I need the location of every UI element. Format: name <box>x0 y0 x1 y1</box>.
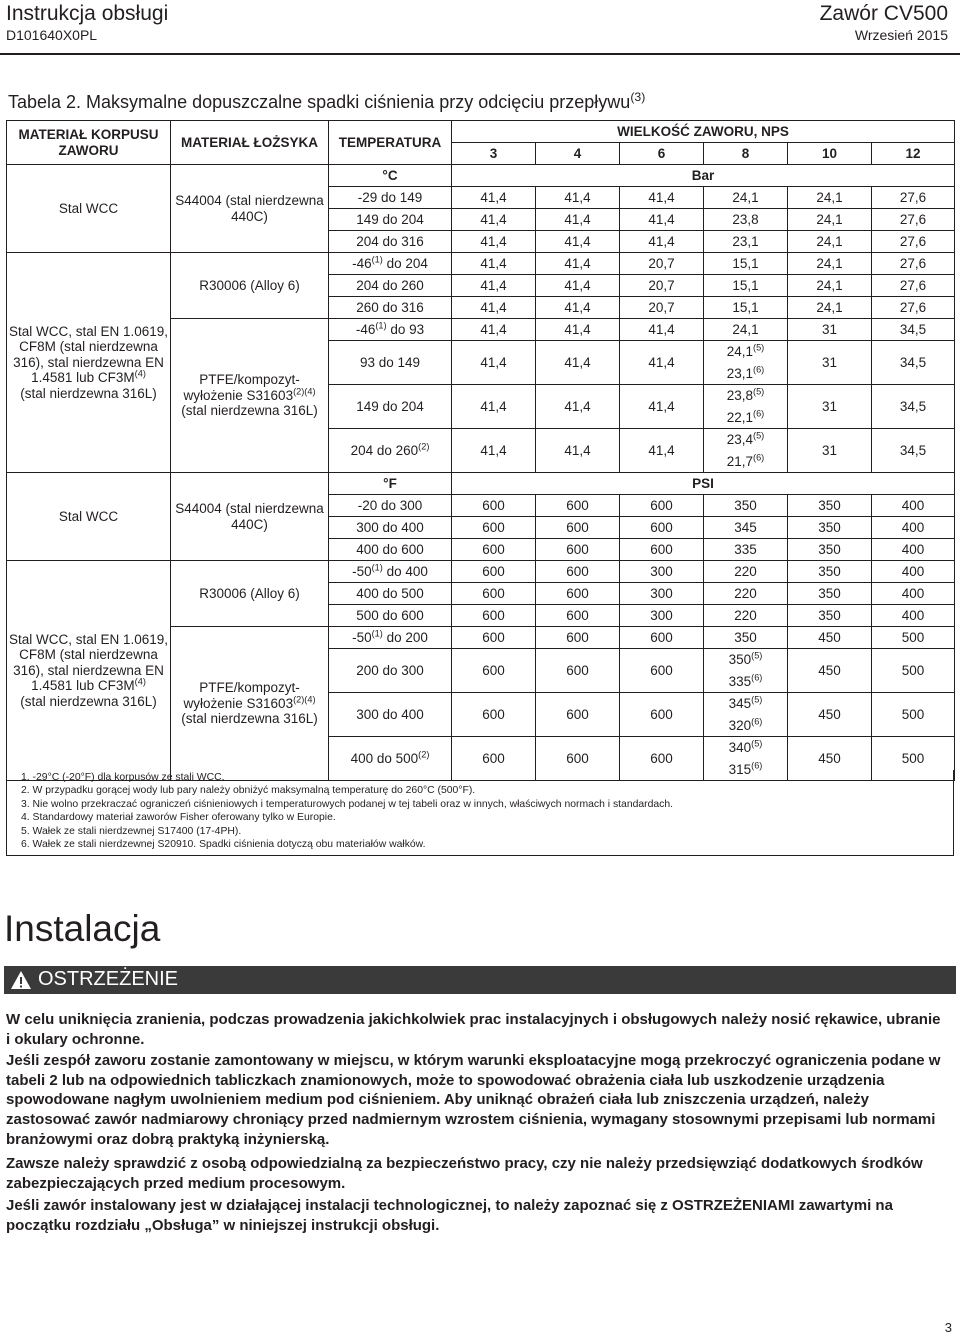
header-body-material: MATERIAŁ KORPUSU ZAWORU <box>7 121 171 165</box>
pressure-value: 41,4 <box>452 297 536 319</box>
pressure-value: 500 <box>872 693 955 737</box>
temperature-range: 300 do 400 <box>329 693 452 737</box>
temperature-range: 204 do 316 <box>329 231 452 253</box>
footnote: 6. Wałek ze stali nierdzewnej S20910. Spadki ciśnienia dotyczą obu materiałów wałków. <box>21 839 426 850</box>
pressure-value: 27,6 <box>872 209 955 231</box>
pressure-value: 400 <box>872 539 955 561</box>
pressure-value: 600 <box>536 517 620 539</box>
warning-paragraph: Zawsze należy sprawdzić z osobą odpowiedzialną za bezpieczeństwo pracy, czy nie należy przedsięwziąć dodatkowych środków zabezpieczających przed medium procesowym. <box>6 1155 923 1192</box>
body-material: Stal WCC, stal EN 1.0619, CF8M (stal nierdzewna 316), stal nierdzewna EN 1.4581 lub $CF3M^{(4)}$ (stal nierdzewna 316L) <box>7 253 171 473</box>
header-size-4: 4 <box>536 143 620 165</box>
pressure-value: 320$^{(6)}$ <box>704 715 788 737</box>
footnote: 2. W przypadku gorącej wody lub pary należy obniżyć maksymalną temperaturę do 260°C (500°F). <box>21 785 476 796</box>
pressure-value: 41,4 <box>536 297 620 319</box>
pressure-value: 450 <box>788 649 872 693</box>
temperature-range: -46$^{(1)}$ do 204 <box>329 253 452 275</box>
pressure-value: 315$^{(6)}$ <box>704 759 788 781</box>
body-material: Stal WCC, stal EN 1.0619, CF8M (stal nierdzewna 316), stal nierdzewna EN 1.4581 lub $CF3M^{(4)}$ (stal nierdzewna 316L) <box>7 561 171 781</box>
temperature-range: 400 do 500 <box>329 583 452 605</box>
pressure-value: 34,5 <box>872 319 955 341</box>
pressure-value: 350 <box>788 583 872 605</box>
pressure-value: 21,7$^{(6)}$ <box>704 451 788 473</box>
pressure-value: 41,4 <box>536 429 620 473</box>
pressure-value: 600 <box>536 627 620 649</box>
temperature-range: 204 do 260$^{(2)}$ <box>329 429 452 473</box>
pressure-value: 600 <box>536 539 620 561</box>
pressure-value: 300 <box>620 583 704 605</box>
temperature-range: 204 do 260 <box>329 275 452 297</box>
pressure-value: 400 <box>872 583 955 605</box>
pressure-value: 600 <box>452 649 536 693</box>
pressure-value: 41,4 <box>536 275 620 297</box>
pressure-value: 27,6 <box>872 275 955 297</box>
pressure-value: 20,7 <box>620 275 704 297</box>
footnote: 3. Nie wolno przekraczać ograniczeń ciśnieniowych i temperaturowych podanej w tej tabeli oraz w innych, właściwych normach i standardach. <box>21 798 674 810</box>
unit-pressure: PSI <box>452 473 955 495</box>
pressure-value: 350 <box>788 561 872 583</box>
temperature-range: -29 do 149 <box>329 187 452 209</box>
seat-material: S44004 (stal nierdzewna 440C) <box>171 473 329 561</box>
header-size-8: 8 <box>704 143 788 165</box>
temperature-range: 400 do 500$^{(2)}$ <box>329 737 452 781</box>
pressure-value: 600 <box>452 495 536 517</box>
header-temperature: TEMPERATURA <box>329 121 452 165</box>
pressure-value: 23,4$^{(5)}$ <box>704 429 788 451</box>
page-header <box>0 0 960 48</box>
warning-banner <box>4 966 956 994</box>
pressure-value: 41,4 <box>620 187 704 209</box>
footnote: 1. -29°C (-20°F) dla korpusów ze stali WCC. <box>21 772 225 783</box>
pressure-value: 41,4 <box>620 341 704 385</box>
body-material: Stal WCC <box>7 165 171 253</box>
header-size-12: 12 <box>872 143 955 165</box>
table-row <box>7 561 955 583</box>
pressure-value: 27,6 <box>872 253 955 275</box>
pressure-value: 220 <box>704 583 788 605</box>
temperature-range: 93 do 149 <box>329 341 452 385</box>
pressure-value: 23,8$^{(5)}$ <box>704 385 788 407</box>
footnote: 4. Standardowy materiał zaworów Fisher oferowany tylko w Europie. <box>21 812 336 823</box>
footnote: 5. Wałek ze stali nierdzewnej S17400 (17-4PH). <box>21 825 242 837</box>
unit-row <box>7 165 955 187</box>
pressure-value: 41,4 <box>620 429 704 473</box>
pressure-value: 600 <box>452 693 536 737</box>
pressure-value: 41,4 <box>620 209 704 231</box>
pressure-value: 600 <box>536 737 620 781</box>
seat-material: R30006 (Alloy 6) <box>171 253 329 319</box>
header-size-3: 3 <box>452 143 536 165</box>
pressure-value: 24,1 <box>704 319 788 341</box>
body-material: Stal WCC <box>7 473 171 561</box>
pressure-value: 34,5 <box>872 429 955 473</box>
temperature-range: 500 do 600 <box>329 605 452 627</box>
pressure-value: 15,1 <box>704 275 788 297</box>
header-seat-material: MATERIAŁ ŁOŻSYKA <box>171 121 329 165</box>
pressure-value: 31 <box>788 341 872 385</box>
pressure-value: 400 <box>872 605 955 627</box>
pressure-value: 300 <box>620 561 704 583</box>
pressure-value: 41,4 <box>536 385 620 429</box>
pressure-value: 41,4 <box>452 231 536 253</box>
pressure-value: 600 <box>620 737 704 781</box>
pressure-value: 24,1 <box>788 187 872 209</box>
temperature-range: -50$^{(1)}$ do 400 <box>329 561 452 583</box>
pressure-value: 24,1$^{(5)}$ <box>704 341 788 363</box>
seat-material: PTFE/kompozyt-wyłożenie $S31603^{(2)(4)}$ (stal nierdzewna 316L) <box>171 627 329 781</box>
product-title: Zawór CV500 <box>819 2 948 25</box>
pressure-value: 500 <box>872 737 955 781</box>
pressure-value: 350 <box>788 517 872 539</box>
pressure-value: 600 <box>620 649 704 693</box>
pressure-value: 300 <box>620 605 704 627</box>
pressure-value: 41,4 <box>452 209 536 231</box>
temperature-range: 149 do 204 <box>329 385 452 429</box>
pressure-value: 31 <box>788 319 872 341</box>
pressure-value: 41,4 <box>620 319 704 341</box>
pressure-value: 600 <box>452 583 536 605</box>
pressure-value: 220 <box>704 561 788 583</box>
pressure-value: 41,4 <box>452 275 536 297</box>
pressure-value: 20,7 <box>620 253 704 275</box>
temperature-range: -50$^{(1)}$ do 200 <box>329 627 452 649</box>
pressure-value: 24,1 <box>788 297 872 319</box>
pressure-value: 41,4 <box>536 231 620 253</box>
unit-temperature: °C <box>329 165 452 187</box>
warning-paragraph: Jeśli zawór instalowany jest w działającej instalacji technologicznej, to należy zapoznać się z OSTRZEŻENIAMI zawartymi na początku rozdziału „Obsługa” w niniejszej instrukcji obsługi. <box>6 1197 893 1234</box>
warning-paragraph: Jeśli zespół zaworu zostanie zamontowany w miejscu, w którym warunki eksploatacyjne mogą przekroczyć ograniczenia podane w tabeli 2 lub na odpowiednich tabliczkach znamionowych, może to spowodować obrażenia ciała lub uszkodzenie urządzenia spowodowane nagłym uwolnieniem medium pod ciśnieniem. Aby uniknąć obrażeń ciała lub zniszczenia urządzeń, należy zastosować zawór nadmiarowy chroniący przed nadmiernym wzrostem ciśnienia, wymagany stosownymi przepisami lub normami branżowymi oraz dobrą praktyką inżynierską. <box>6 1052 941 1148</box>
pressure-value: 600 <box>452 737 536 781</box>
pressure-value: 600 <box>620 693 704 737</box>
section-heading-installation: Instalacja <box>4 908 161 949</box>
pressure-value: 600 <box>452 627 536 649</box>
pressure-value: 41,4 <box>452 187 536 209</box>
pressure-value: 500 <box>872 649 955 693</box>
manual-title: Instrukcja obsługi <box>6 2 169 25</box>
pressure-value: 220 <box>704 605 788 627</box>
pressure-value: 450 <box>788 693 872 737</box>
pressure-value: 41,4 <box>536 187 620 209</box>
pressure-value: 600 <box>620 627 704 649</box>
pressure-value: 24,1 <box>704 187 788 209</box>
seat-material: R30006 (Alloy 6) <box>171 561 329 627</box>
footnotes <box>6 770 954 856</box>
pressure-value: 23,1$^{(6)}$ <box>704 363 788 385</box>
pressure-value: 350 <box>704 627 788 649</box>
pressure-value: 600 <box>620 517 704 539</box>
pressure-value: 15,1 <box>704 297 788 319</box>
pressure-value: 41,4 <box>452 385 536 429</box>
pressure-value: 24,1 <box>788 253 872 275</box>
pressure-value: 27,6 <box>872 297 955 319</box>
temperature-range: 400 do 600 <box>329 539 452 561</box>
pressure-value: 350 <box>788 605 872 627</box>
pressure-value: 41,4 <box>620 385 704 429</box>
pressure-value: 400 <box>872 561 955 583</box>
header-size-10: 10 <box>788 143 872 165</box>
pressure-value: 27,6 <box>872 187 955 209</box>
pressure-value: 41,4 <box>536 341 620 385</box>
pressure-value: 41,4 <box>620 231 704 253</box>
unit-temperature: °F <box>329 473 452 495</box>
pressure-value: 600 <box>536 583 620 605</box>
pressure-value: 600 <box>536 561 620 583</box>
header-size-6: 6 <box>620 143 704 165</box>
pressure-value: 600 <box>536 495 620 517</box>
pressure-value: 450 <box>788 627 872 649</box>
unit-pressure: Bar <box>452 165 955 187</box>
pressure-value: 400 <box>872 495 955 517</box>
pressure-value: 600 <box>620 495 704 517</box>
pressure-value: 23,8 <box>704 209 788 231</box>
page-number: 3 <box>944 1320 952 1335</box>
pressure-value: 41,4 <box>536 253 620 275</box>
pressure-value: 22,1$^{(6)}$ <box>704 407 788 429</box>
temperature-range: 260 do 316 <box>329 297 452 319</box>
pressure-value: 600 <box>452 561 536 583</box>
pressure-value: 600 <box>452 539 536 561</box>
warning-paragraph: W celu uniknięcia zranienia, podczas prowadzenia jakichkolwiek prac instalacyjnych i obsługowych należy nosić rękawice, ubranie i okulary ochronne. <box>6 1011 941 1048</box>
pressure-value: 34,5 <box>872 341 955 385</box>
warning-triangle-icon <box>10 969 32 991</box>
table-row <box>7 253 955 275</box>
warning-label: OSTRZEŻENIE <box>38 968 179 990</box>
pressure-value: 27,6 <box>872 231 955 253</box>
table-caption-text: Tabela 2. Maksymalne dopuszczalne spadki ciśnienia przy odcięciu przepływu <box>8 92 631 112</box>
pressure-value: 600 <box>536 693 620 737</box>
temperature-range: 149 do 204 <box>329 209 452 231</box>
pressure-value: 24,1 <box>788 275 872 297</box>
pressure-value: 335$^{(6)}$ <box>704 671 788 693</box>
pressure-value: 31 <box>788 429 872 473</box>
pressure-value: 600 <box>536 649 620 693</box>
pressure-value: 41,4 <box>536 319 620 341</box>
pressure-value: 345 <box>704 517 788 539</box>
pressure-drop-table <box>6 120 955 781</box>
table-caption <box>8 92 645 113</box>
table-caption-footnote-ref: (3) <box>630 90 646 104</box>
temperature-range: -46$^{(1)}$ do 93 <box>329 319 452 341</box>
pressure-value: 600 <box>620 539 704 561</box>
pressure-value: 41,4 <box>536 209 620 231</box>
pressure-value: 41,4 <box>452 429 536 473</box>
pressure-value: 600 <box>452 605 536 627</box>
seat-material: S44004 (stal nierdzewna 440C) <box>171 165 329 253</box>
pressure-value: 350 <box>788 539 872 561</box>
pressure-value: 350$^{(5)}$ <box>704 649 788 671</box>
pressure-value: 24,1 <box>788 231 872 253</box>
pressure-value: 41,4 <box>452 341 536 385</box>
pressure-value: 600 <box>536 605 620 627</box>
temperature-range: -20 do 300 <box>329 495 452 517</box>
seat-material: PTFE/kompozyt-wyłożenie $S31603^{(2)(4)}$ (stal nierdzewna 316L) <box>171 319 329 473</box>
pressure-value: 345$^{(5)}$ <box>704 693 788 715</box>
pressure-value: 450 <box>788 737 872 781</box>
pressure-value: 500 <box>872 627 955 649</box>
pressure-value: 600 <box>452 517 536 539</box>
pressure-value: 34,5 <box>872 385 955 429</box>
pressure-value: 400 <box>872 517 955 539</box>
pressure-value: 41,4 <box>452 253 536 275</box>
pressure-value: 23,1 <box>704 231 788 253</box>
unit-row <box>7 473 955 495</box>
document-code: D101640X0PL <box>6 27 98 43</box>
pressure-value: 335 <box>704 539 788 561</box>
header-rule <box>0 53 960 55</box>
pressure-value: 24,1 <box>788 209 872 231</box>
pressure-value: 350 <box>704 495 788 517</box>
pressure-value: 20,7 <box>620 297 704 319</box>
temperature-range: 200 do 300 <box>329 649 452 693</box>
pressure-value: 15,1 <box>704 253 788 275</box>
pressure-value: 41,4 <box>452 319 536 341</box>
pressure-value: 350 <box>788 495 872 517</box>
temperature-range: 300 do 400 <box>329 517 452 539</box>
pressure-value: 340$^{(5)}$ <box>704 737 788 759</box>
pressure-value: 31 <box>788 385 872 429</box>
publication-date: Wrzesień 2015 <box>854 27 948 43</box>
header-valve-size: WIELKOŚĆ ZAWORU, NPS <box>452 121 955 143</box>
